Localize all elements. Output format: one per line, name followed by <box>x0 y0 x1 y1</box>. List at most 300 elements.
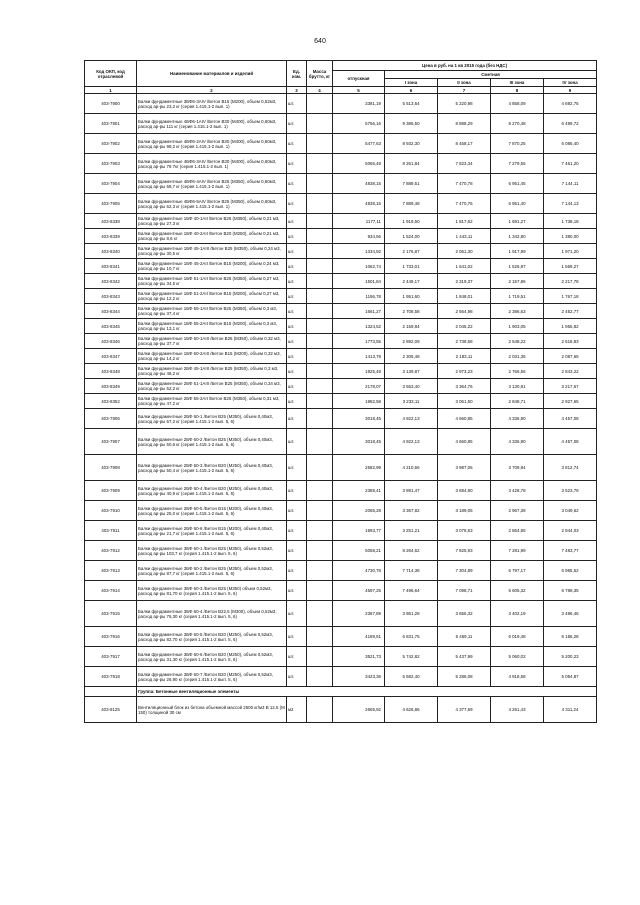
zone3-price-cell: 4 858,09 <box>491 94 544 114</box>
zone2-price-cell: 7 470,78 <box>438 174 491 194</box>
name-cell: Балки фундаментные 3БФ 60-3 /Бетон В25 (М350) объем 0,52м3, расход ар-ры 81,70 кг (серия 1.415.1-2 вып. 5, 6) <box>137 581 287 601</box>
zone4-price-cell: 2 927,65 <box>544 394 597 409</box>
release-price-cell: 1993,77 <box>333 521 385 541</box>
code-cell: 403-7912 <box>85 541 137 561</box>
zone2-price-cell: 7 098,71 <box>438 581 491 601</box>
column-index-cell: 1 <box>85 87 137 94</box>
header-price: Цена в руб. на 1 кв 2015 года (без НДС) <box>333 61 597 71</box>
column-index-cell: 2 <box>137 87 287 94</box>
name-cell: Балки фундаментные 3БФ 60-7 /Бетон В20 (М250), объем 0,52м3, расход ар-ры 26,90 кг (серия 1.415.1-2 вып. 5, 6) <box>137 667 287 687</box>
mass-cell <box>307 541 333 561</box>
zone4-price-cell: 3 523,79 <box>544 481 597 501</box>
zone4-price-cell: 6 985,52 <box>544 561 597 581</box>
mass-cell <box>307 501 333 521</box>
zone2-price-cell: 3 684,90 <box>438 481 491 501</box>
price-table <box>84 60 597 723</box>
zone1-price-cell: 9 386,50 <box>385 114 438 134</box>
table-row <box>85 229 597 244</box>
header-estimate: Сметная <box>385 71 597 79</box>
header-zone1: I зона <box>385 79 438 87</box>
release-price-cell: 1062,74 <box>333 259 385 274</box>
zone2-price-cell: 1 641,02 <box>438 259 491 274</box>
mass-cell <box>307 379 333 394</box>
zone2-price-cell: 3 656,32 <box>438 601 491 627</box>
unit-cell: шт. <box>287 94 307 114</box>
code-cell: 403-8344 <box>85 304 137 319</box>
zone3-price-cell: 3 428,78 <box>491 481 544 501</box>
zone3-price-cell: 1 691,27 <box>491 214 544 229</box>
zone2-price-cell: 5 286,08 <box>438 667 491 687</box>
zone1-price-cell: 5 742,82 <box>385 647 438 667</box>
mass-cell <box>307 697 333 723</box>
zone3-price-cell: 2 766,56 <box>491 364 544 379</box>
column-index-cell: 7 <box>438 87 491 94</box>
mass-cell <box>307 259 333 274</box>
release-price-cell: 5068,21 <box>333 541 385 561</box>
unit-cell: шт. <box>287 647 307 667</box>
zone2-price-cell: 3 987,06 <box>438 455 491 481</box>
header-unit: Ед. изм. <box>287 61 307 87</box>
zone1-price-cell: 4 922,13 <box>385 409 438 429</box>
release-price-cell: 2367,89 <box>333 601 385 627</box>
unit-cell: шт. <box>287 627 307 647</box>
zone3-price-cell: 1 719,51 <box>491 289 544 304</box>
release-price-cell: 3423,36 <box>333 667 385 687</box>
zone1-price-cell: 3 861,28 <box>385 601 438 627</box>
zone2-price-cell: 6 469,11 <box>438 627 491 647</box>
mass-cell <box>307 521 333 541</box>
page-number: 640 <box>314 38 326 45</box>
zone2-price-cell: 7 304,89 <box>438 561 491 581</box>
name-cell: Балки фундаментные 3БФ 60-4 /Бетон В22,5 (М300), объем 0,52м3, расход ар-ры 76,30 кг (серия 1.415.1-2 вып. 5, 6) <box>137 601 287 627</box>
unit-cell: шт. <box>287 364 307 379</box>
release-price-cell: 1925,49 <box>333 364 385 379</box>
zone4-price-cell: 4 692,75 <box>544 94 597 114</box>
zone2-price-cell: 3 078,63 <box>438 521 491 541</box>
zone3-price-cell: 7 870,25 <box>491 134 544 154</box>
unit-cell: шт. <box>287 481 307 501</box>
zone3-price-cell: 3 130,91 <box>491 379 544 394</box>
code-cell: 403-7913 <box>85 561 137 581</box>
column-index-cell: 4 <box>307 87 333 94</box>
code-cell: 403-7900 <box>85 94 137 114</box>
mass-cell <box>307 647 333 667</box>
release-price-cell: 2178,07 <box>333 379 385 394</box>
zone3-price-cell: 1 526,97 <box>491 259 544 274</box>
zone4-price-cell: 4 311,24 <box>544 697 597 723</box>
unit-cell: шт. <box>287 429 307 455</box>
zone3-price-cell: 2 848,71 <box>491 394 544 409</box>
name-cell: Балки фундаментные 2БФ 51-1АIII /Бетон В25 (М350), объем 0,34 м3, расход ар-ры 52,2 кг <box>137 379 287 394</box>
mass-cell <box>307 581 333 601</box>
zone1-price-cell: 2 305,48 <box>385 349 438 364</box>
release-price-cell: 1773,55 <box>333 334 385 349</box>
name-cell: Балки фундаментные 1БФ 51-1АII /Бетон В25 (М350), объем 0,27 м3, расход ар-ры 34,5 кг <box>137 274 287 289</box>
zone4-price-cell: 2 217,78 <box>544 274 597 289</box>
zone1-price-cell: 3 251,21 <box>385 521 438 541</box>
zone2-price-cell: 2 183,11 <box>438 349 491 364</box>
group-label: Группа: Бетонные вентиляционные элементы <box>137 687 597 697</box>
table-row <box>85 289 597 304</box>
header-zone3: III зона <box>491 79 544 87</box>
release-price-cell: 2582,99 <box>333 455 385 481</box>
name-cell: Балки фундаментные 1БФ 40-1АII /Бетон В25 (М350), объем 0,21 м3, расход ар-ры 27,3 кг <box>137 214 287 229</box>
table-row <box>85 154 597 174</box>
table-row <box>85 561 597 581</box>
zone2-price-cell: 2 045,22 <box>438 319 491 334</box>
zone2-price-cell: 5 220,98 <box>438 94 491 114</box>
zone3-price-cell: 2 031,35 <box>491 349 544 364</box>
table-row <box>85 319 597 334</box>
name-cell: Балки фундаментные 3БФ6-3АIV /Бетон В15 (М200), объем 0,52м3, расход ар-ры 23,2 кг (серия 1.415.1-2 вып. 1) <box>137 94 287 114</box>
release-price-cell: 934,56 <box>333 229 385 244</box>
unit-cell: шт. <box>287 349 307 364</box>
unit-cell: шт. <box>287 194 307 214</box>
zone3-price-cell: 2 864,65 <box>491 521 544 541</box>
zone2-price-cell: 2 738,58 <box>438 334 491 349</box>
zone4-price-cell: 1 569,27 <box>544 259 597 274</box>
mass-cell <box>307 244 333 259</box>
mass-cell <box>307 194 333 214</box>
mass-cell <box>307 364 333 379</box>
zone4-price-cell: 2 843,22 <box>544 364 597 379</box>
zone4-price-cell: 5 054,87 <box>544 667 597 687</box>
name-cell: Балки фундаментные 2БФ 55-2АII /Бетон В25 (М350), объем 0,31 м3, расход ар-ры 47,2 кг <box>137 394 287 409</box>
column-index-cell: 6 <box>385 87 438 94</box>
name-cell: Балки фундаментные 3БФ 60-1 /Бетон В25 (М350), объем 0,52м3, расход ар-ры 103,7 кг (серия 1.415.1-2 вып. 5, 6) <box>137 541 287 561</box>
code-cell: 403-7910 <box>85 501 137 521</box>
column-index-cell: 5 <box>333 87 385 94</box>
unit-cell: шт. <box>287 259 307 274</box>
zone1-price-cell: 8 932,30 <box>385 134 438 154</box>
mass-cell <box>307 174 333 194</box>
zone2-price-cell: 4 660,85 <box>438 429 491 455</box>
release-price-cell: 1196,78 <box>333 289 385 304</box>
zone1-price-cell: 3 891,47 <box>385 481 438 501</box>
unit-cell: шт. <box>287 229 307 244</box>
release-price-cell: 3381,19 <box>333 94 385 114</box>
release-price-cell: 2065,28 <box>333 501 385 521</box>
zone1-price-cell: 1 919,50 <box>385 214 438 229</box>
zone4-price-cell: 7 483,77 <box>544 541 597 561</box>
unit-cell: шт. <box>287 244 307 259</box>
group-row <box>85 687 597 697</box>
code-cell: 403-8125 <box>85 697 137 723</box>
zone2-price-cell: 2 973,23 <box>438 364 491 379</box>
table-row <box>85 379 597 394</box>
zone3-price-cell: 7 281,99 <box>491 541 544 561</box>
unit-cell: шт. <box>287 561 307 581</box>
mass-cell <box>307 409 333 429</box>
header-mass: Масса брутто, кг <box>307 61 333 87</box>
zone3-price-cell: 2 548,22 <box>491 334 544 349</box>
column-index-row <box>85 87 597 94</box>
unit-cell: шт. <box>287 334 307 349</box>
unit-cell: шт. <box>287 379 307 394</box>
table-row <box>85 364 597 379</box>
unit-cell: шт. <box>287 134 307 154</box>
mass-cell <box>307 289 333 304</box>
zone1-price-cell: 2 892,09 <box>385 334 438 349</box>
code-cell: 403-7914 <box>85 581 137 601</box>
zone1-price-cell: 4 210,56 <box>385 455 438 481</box>
table-row <box>85 394 597 409</box>
name-cell: Балки фундаментные 1БФ 55-1АII /Бетон В25 (М350), объем 0,3 м3, расход ар-ры 37,4 кг <box>137 304 287 319</box>
zone1-price-cell: 7 714,38 <box>385 561 438 581</box>
table-row <box>85 667 597 687</box>
unit-cell: шт. <box>287 409 307 429</box>
unit-cell: шт. <box>287 455 307 481</box>
zone1-price-cell: 2 176,87 <box>385 244 438 259</box>
code-cell: 403-7901 <box>85 114 137 134</box>
zone1-price-cell: 5 513,64 <box>385 94 438 114</box>
zone3-price-cell: 1 342,80 <box>491 229 544 244</box>
zone3-price-cell: 4 261,43 <box>491 697 544 723</box>
unit-cell: шт. <box>287 394 307 409</box>
zone1-price-cell: 1 524,00 <box>385 229 438 244</box>
table-row <box>85 697 597 723</box>
table-row <box>85 259 597 274</box>
zone4-price-cell: 3 217,67 <box>544 379 597 394</box>
zone2-price-cell: 1 817,62 <box>438 214 491 229</box>
release-price-cell: 3018,45 <box>333 409 385 429</box>
code-cell: 403-7903 <box>85 154 137 174</box>
name-cell: Балки фундаментные 4БФ6-4АIV /Бетон В25 (М350), объем 0,60м3, расход ар-ры 68,7 кг (серия 1.415.1-2 вып. 1) <box>137 174 287 194</box>
release-price-cell: 5477,63 <box>333 134 385 154</box>
group-code-cell <box>85 687 137 697</box>
unit-cell: шт. <box>287 174 307 194</box>
name-cell: Балки фундаментные 4БФ6-2АIV /Бетон В30 (М400), объем 0,60м3, расход ар-ры 98,2 кг (серия 1.415.1-2 вып. 1) <box>137 134 287 154</box>
code-cell: 403-8348 <box>85 364 137 379</box>
code-cell: 403-8339 <box>85 229 137 244</box>
zone2-price-cell: 7 825,93 <box>438 541 491 561</box>
zone1-price-cell: 6 831,75 <box>385 627 438 647</box>
mass-cell <box>307 229 333 244</box>
release-price-cell: 5066,49 <box>333 154 385 174</box>
zone4-price-cell: 2 087,65 <box>544 349 597 364</box>
release-price-cell: 3521,73 <box>333 647 385 667</box>
zone3-price-cell: 6 605,32 <box>491 581 544 601</box>
zone2-price-cell: 1 848,01 <box>438 289 491 304</box>
zone4-price-cell: 1 380,00 <box>544 229 597 244</box>
zone4-price-cell: 6 499,72 <box>544 114 597 134</box>
zone3-price-cell: 3 709,94 <box>491 455 544 481</box>
mass-cell <box>307 304 333 319</box>
zone3-price-cell: 4 918,58 <box>491 667 544 687</box>
name-cell: Балки фундаментные 2БФ 60-1 /Бетон В25 (М350), объем 0,40м3, расход ар-ры 67,2 кг (серия 1.415.1-2 вып. 5, 6) <box>137 409 287 429</box>
column-index-cell: 9 <box>544 87 597 94</box>
mass-cell <box>307 94 333 114</box>
zone4-price-cell: 2 618,83 <box>544 334 597 349</box>
unit-cell: шт. <box>287 114 307 134</box>
column-index-cell: 3 <box>287 87 307 94</box>
zone4-price-cell: 1 738,18 <box>544 214 597 229</box>
table-row <box>85 581 597 601</box>
name-cell: Балки фундаментные 1БФ 51-2АII /Бетон В15 (М200), объем 0,27 м3, расход ар-ры 12,2 кг <box>137 289 287 304</box>
zone2-price-cell: 1 443,11 <box>438 229 491 244</box>
release-price-cell: 2665,92 <box>333 697 385 723</box>
zone1-price-cell: 3 233,11 <box>385 394 438 409</box>
zone1-price-cell: 1 951,60 <box>385 289 438 304</box>
code-cell: 403-7906 <box>85 409 137 429</box>
zone2-price-cell: 2 564,98 <box>438 304 491 319</box>
zone3-price-cell: 7 279,55 <box>491 154 544 174</box>
zone1-price-cell: 7 889,48 <box>385 194 438 214</box>
mass-cell <box>307 561 333 581</box>
zone4-price-cell: 6 086,40 <box>544 134 597 154</box>
code-cell: 403-8341 <box>85 259 137 274</box>
table-row <box>85 429 597 455</box>
name-cell: Балки фундаментные 3БФ 60-5 /Бетон В20 (М250), объем 0,52м3, расход ар-ры 82,70 кг (серия 1.415.1-2 вып. 5, 6) <box>137 627 287 647</box>
zone2-price-cell: 5 437,99 <box>438 647 491 667</box>
name-cell: Балки фундаментные 2БФ 60-5 /Бетон В15 (М200), объем 0,40м3, расход ар-ры 25,0 кг (серия 1.415.1-2 вып. 5, 6) <box>137 501 287 521</box>
table-row <box>85 134 597 154</box>
code-cell: 403-7911 <box>85 521 137 541</box>
code-cell: 403-8342 <box>85 274 137 289</box>
code-cell: 403-7904 <box>85 174 137 194</box>
mass-cell <box>307 334 333 349</box>
zone3-price-cell: 4 336,90 <box>491 429 544 455</box>
zone2-price-cell: 4 377,69 <box>438 697 491 723</box>
unit-cell: м2 <box>287 697 307 723</box>
unit-cell: шт. <box>287 667 307 687</box>
name-cell: Балки фундаментные 2БФ 60-2 /Бетон В25 (М350), объем 0,40м3, расход ар-ры 50,6 кг (серия 1.415.1-2 вып. 5, 6) <box>137 429 287 455</box>
zone3-price-cell: 6 019,48 <box>491 627 544 647</box>
code-cell: 403-8349 <box>85 379 137 394</box>
header-release: отпускная <box>333 71 385 87</box>
name-cell: Балки фундаментные 1БФ 55-2АII /Бетон В15 (М200), объем 0,3 м3, расход ар-ры 13,1 кг <box>137 319 287 334</box>
name-cell: Балки фундаментные 1БФ 60-2АIII /Бетон В15 (М200), объем 0,32 м3, расход ар-ры 14,2 кг <box>137 349 287 364</box>
unit-cell: шт. <box>287 274 307 289</box>
release-price-cell: 2389,41 <box>333 481 385 501</box>
unit-cell: шт. <box>287 154 307 174</box>
mass-cell <box>307 394 333 409</box>
zone4-price-cell: 6 186,28 <box>544 627 597 647</box>
release-price-cell: 1501,84 <box>333 274 385 289</box>
zone4-price-cell: 5 200,23 <box>544 647 597 667</box>
unit-cell: шт. <box>287 289 307 304</box>
code-cell: 403-8346 <box>85 334 137 349</box>
zone3-price-cell: 5 060,02 <box>491 647 544 667</box>
table-row <box>85 627 597 647</box>
table-row <box>85 601 597 627</box>
zone2-price-cell: 2 061,30 <box>438 244 491 259</box>
zone4-price-cell: 7 144,13 <box>544 194 597 214</box>
zone3-price-cell: 1 903,05 <box>491 319 544 334</box>
zone3-price-cell: 4 336,90 <box>491 409 544 429</box>
table-row <box>85 174 597 194</box>
mass-cell <box>307 429 333 455</box>
zone3-price-cell: 2 967,39 <box>491 501 544 521</box>
mass-cell <box>307 154 333 174</box>
mass-cell <box>307 455 333 481</box>
mass-cell <box>307 274 333 289</box>
release-price-cell: 1982,58 <box>333 394 385 409</box>
code-cell: 403-7916 <box>85 627 137 647</box>
name-cell: Балки фундаментные 4БФ6-5АIV /Бетон В25 (М350), объем 0,60м3, расход ар-ры 62,3 кг (серия 1.415.1-2 вып. 1) <box>137 194 287 214</box>
code-cell: 403-8340 <box>85 244 137 259</box>
zone3-price-cell: 1 917,99 <box>491 244 544 259</box>
zone3-price-cell: 6 951,45 <box>491 174 544 194</box>
mass-cell <box>307 134 333 154</box>
release-price-cell: 4597,25 <box>333 581 385 601</box>
zone3-price-cell: 8 270,48 <box>491 114 544 134</box>
zone3-price-cell: 2 157,86 <box>491 274 544 289</box>
name-cell: Балки фундаментные 1БФ 40-2АII /Бетон В20 (М250), объем 0,21 м3, расход ар-ры 8,6 кг <box>137 229 287 244</box>
name-cell: Балки фундаментные 3БФ 60-6 /Бетон В20 (М250), объем 0,52м3, расход ар-ры 31,30 кг (серия 1.415.1-2 вып. 5, 6) <box>137 647 287 667</box>
name-cell: Балки фундаментные 1БФ 45-1АIII /Бетон В25 (М350), объем 0,24 м3, расход ар-ры 30,5 кг <box>137 244 287 259</box>
column-index-cell: 8 <box>491 87 544 94</box>
mass-cell <box>307 349 333 364</box>
zone2-price-cell: 3 364,76 <box>438 379 491 394</box>
release-price-cell: 3018,45 <box>333 429 385 455</box>
zone2-price-cell: 3 061,50 <box>438 394 491 409</box>
unit-cell: шт. <box>287 601 307 627</box>
zone2-price-cell: 3 189,05 <box>438 501 491 521</box>
zone4-price-cell: 6 788,35 <box>544 581 597 601</box>
release-price-cell: 1324,52 <box>333 319 385 334</box>
zone4-price-cell: 4 457,08 <box>544 429 597 455</box>
header-zone2: II зона <box>438 79 491 87</box>
zone1-price-cell: 1 733,01 <box>385 259 438 274</box>
zone3-price-cell: 6 797,17 <box>491 561 544 581</box>
zone1-price-cell: 2 449,17 <box>385 274 438 289</box>
zone1-price-cell: 4 922,13 <box>385 429 438 455</box>
code-cell: 403-8347 <box>85 349 137 364</box>
unit-cell: шт. <box>287 214 307 229</box>
name-cell: Балки фундаментные 1БФ 45-2АII /Бетон В15 (М200), объем 0,24 м3, расход ар-ры 10,7 кг <box>137 259 287 274</box>
table-row <box>85 244 597 259</box>
mass-cell <box>307 627 333 647</box>
name-cell: Балки фундаментные 2БФ 60-4 /Бетон В20 (М250), объем 0,40м3, расход ар-ры 40,9 кг (серия 1.415.1-2 вып. 5, 6) <box>137 481 287 501</box>
zone4-price-cell: 3 812,74 <box>544 455 597 481</box>
code-cell: 403-7902 <box>85 134 137 154</box>
table-row <box>85 194 597 214</box>
zone2-price-cell: 7 470,76 <box>438 194 491 214</box>
mass-cell <box>307 667 333 687</box>
zone4-price-cell: 7 461,20 <box>544 154 597 174</box>
mass-cell <box>307 481 333 501</box>
zone3-price-cell: 2 386,63 <box>491 304 544 319</box>
release-price-cell: 4838,15 <box>333 174 385 194</box>
code-cell: 403-7917 <box>85 647 137 667</box>
zone2-price-cell: 8 888,29 <box>438 114 491 134</box>
header-name: Наименование материалов и изделий <box>137 61 287 87</box>
zone1-price-cell: 8 261,84 <box>385 154 438 174</box>
code-cell: 403-8352 <box>85 394 137 409</box>
table-row <box>85 94 597 114</box>
unit-cell: шт. <box>287 581 307 601</box>
release-price-cell: 1334,92 <box>333 244 385 259</box>
zone1-price-cell: 2 159,84 <box>385 319 438 334</box>
code-cell: 403-7907 <box>85 429 137 455</box>
table-row <box>85 274 597 289</box>
name-cell: Вентиляционный блок из бетона объемной массой 2500 кг/м3 В 12,5 (М 150) толщиной 30 см <box>137 697 287 723</box>
zone2-price-cell: 2 319,37 <box>438 274 491 289</box>
code-cell: 403-7915 <box>85 601 137 627</box>
zone4-price-cell: 4 457,08 <box>544 409 597 429</box>
release-price-cell: 1661,27 <box>333 304 385 319</box>
zone1-price-cell: 3 553,40 <box>385 379 438 394</box>
table-row <box>85 455 597 481</box>
code-cell: 403-7908 <box>85 455 137 481</box>
zone1-price-cell: 3 367,82 <box>385 501 438 521</box>
zone4-price-cell: 1 767,18 <box>544 289 597 304</box>
zone3-price-cell: 6 951,40 <box>491 194 544 214</box>
mass-cell <box>307 319 333 334</box>
table-row <box>85 349 597 364</box>
name-cell: Балки фундаментные 2БФ 45-1АIII /Бетон В25 (М350), объем 0,3 м3, расход ар-ры 48,2 кг <box>137 364 287 379</box>
